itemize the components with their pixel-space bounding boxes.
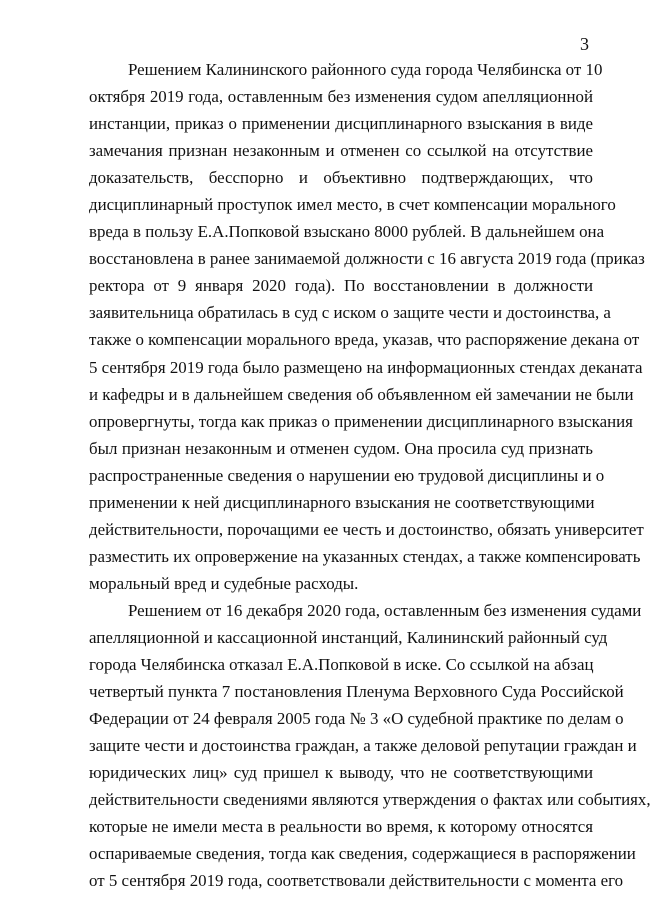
text-line: распространенные сведения о нарушении ею трудовой дисциплины и о bbox=[89, 465, 605, 485]
text-line: оспариваемые сведения, тогда как сведения, содержащиеся в распоряжении bbox=[89, 844, 636, 864]
text-line: четвертый пункта 7 постановления Пленума Верховного Суда Российской bbox=[89, 682, 624, 702]
text-line: юридических лиц» суд пришел к выводу, что не соответствующими bbox=[89, 763, 593, 783]
text-line: и кафедры и в дальнейшем сведения об объявленном ей замечании не были bbox=[89, 384, 634, 404]
text-line: города Челябинска отказал Е.А.Попковой в иске. Со ссылкой на абзац bbox=[89, 655, 594, 675]
text-line: 5 сентября 2019 года было размещено на информационных стендах деканата bbox=[89, 357, 643, 377]
text-line: инстанции, приказ о применении дисциплинарного взыскания в виде bbox=[89, 114, 593, 134]
text-line: также о компенсации морального вреда, указав, что распоряжение декана от bbox=[89, 330, 640, 350]
text-line: ректора от 9 января 2020 года). По восстановлении в должности bbox=[89, 276, 593, 296]
text-line: действительности, порочащими ее честь и достоинство, обязать университет bbox=[89, 519, 644, 539]
text-line: дисциплинарный проступок имел место, в счет компенсации морального bbox=[89, 195, 616, 215]
paragraph-2 bbox=[89, 597, 651, 895]
text-line: Федерации от 24 февраля 2005 года № 3 «О судебной практике по делам о bbox=[89, 709, 624, 729]
text-line: доказательств, бесспорно и объективно подтверждающих, что bbox=[89, 168, 593, 188]
paragraph-1 bbox=[89, 56, 645, 597]
text-line: октября 2019 года, оставленным без изменения судом апелляционной bbox=[89, 87, 593, 107]
text-line: Решением от 16 декабря 2020 года, оставленным без изменения судами bbox=[128, 600, 642, 620]
text-line: моральный вред и судебные расходы. bbox=[89, 573, 359, 593]
text-line: от 5 сентября 2019 года, соответствовали действительности с момента его bbox=[89, 871, 624, 891]
text-line: защите чести и достоинства граждан, а также деловой репутации граждан и bbox=[89, 736, 637, 756]
text-line: вреда в пользу Е.А.Попковой взыскано 8000 рублей. В дальнейшем она bbox=[89, 222, 605, 242]
text-line: Решением Калининского районного суда города Челябинска от 10 bbox=[128, 60, 603, 79]
text-line: восстановлена в ранее занимаемой должности с 16 августа 2019 года (приказ bbox=[89, 249, 645, 269]
text-line: замечания признан незаконным и отменен со ссылкой на отсутствие bbox=[89, 141, 593, 161]
text-line: применении к ней дисциплинарного взыскания не соответствующими bbox=[89, 492, 595, 512]
text-line: которые не имели места в реальности во время, к которому относятся bbox=[89, 817, 593, 837]
text-line: опровергнуты, тогда как приказ о применении дисциплинарного взыскания bbox=[89, 411, 633, 431]
text-line: апелляционной и кассационной инстанций, Калининский районный суд bbox=[89, 627, 608, 647]
text-line: был признан незаконным и отменен судом. Она просила суд признать bbox=[89, 438, 593, 458]
page-number: 3 bbox=[580, 34, 589, 54]
text-line: заявительница обратилась в суд с иском о защите чести и достоинства, а bbox=[89, 303, 611, 323]
text-line: разместить их опровержение на указанных стендах, а также компенсировать bbox=[89, 546, 641, 566]
text-line: действительности сведениями являются утверждения о фактах или событиях, bbox=[89, 790, 651, 810]
document-body bbox=[89, 56, 651, 894]
